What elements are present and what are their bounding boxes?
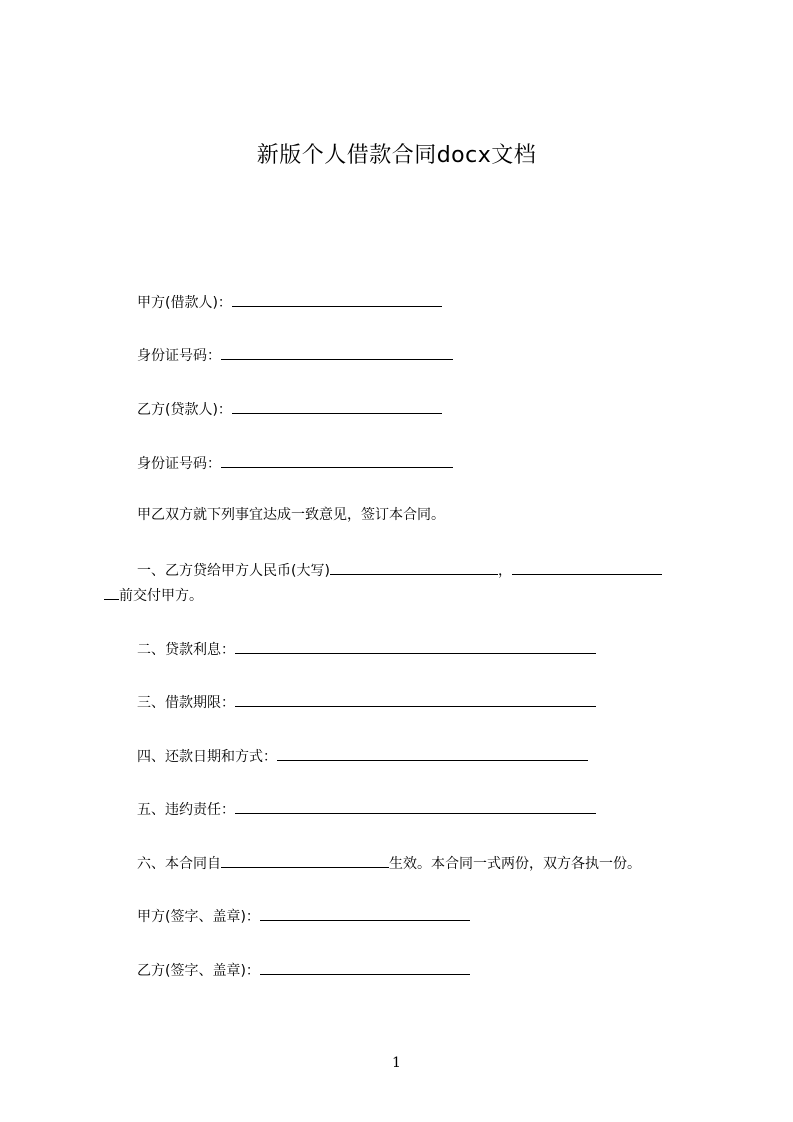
party-b-line [137, 398, 442, 420]
clause-1-text-c: 前交付甲方。 [119, 588, 203, 604]
clause-6-date-blank [221, 852, 389, 868]
party-a-line [137, 291, 442, 313]
sign-a-blank [260, 905, 470, 921]
clause-6-text-b: 生效。本合同一式两份，双方各执一份。 [389, 856, 641, 872]
sign-a-label: 甲方(签字、盖章)： [137, 909, 260, 925]
party-a-id-blank [221, 344, 453, 360]
clause-4-line [137, 745, 588, 767]
clause-1-cont-blank [104, 584, 119, 600]
party-b-id-line [137, 452, 453, 474]
page-number: 1 [392, 1055, 401, 1071]
clause-1-text-a: 一、乙方贷给甲方人民币(大写) [137, 563, 330, 579]
party-a-blank [232, 291, 442, 307]
clause-4-blank [277, 745, 588, 761]
clause-6-line [137, 852, 641, 874]
sign-a-line [137, 905, 470, 927]
clause-2-label: 二、贷款利息： [137, 642, 235, 658]
clause-1-cont-line [104, 584, 203, 606]
clause-5-blank [235, 798, 596, 814]
clause-2-blank [235, 638, 596, 654]
party-b-id-label: 身份证号码： [137, 456, 221, 472]
party-b-blank [232, 398, 442, 414]
sign-b-label: 乙方(签字、盖章)： [137, 963, 260, 979]
clause-2-line [137, 638, 596, 660]
document-title: 新版个人借款合同docx文档 [256, 143, 537, 168]
party-a-id-label: 身份证号码： [137, 348, 221, 364]
clause-1-amount-blank [330, 559, 498, 575]
clause-3-label: 三、借款期限： [137, 695, 235, 711]
clause-5-line [137, 798, 596, 820]
sign-b-blank [260, 959, 470, 975]
clause-1-text-b: ， [497, 563, 512, 579]
sign-b-line [137, 959, 470, 981]
party-b-id-blank [221, 452, 453, 468]
clause-4-label: 四、还款日期和方式： [137, 749, 277, 765]
party-a-id-line [137, 344, 453, 366]
clause-5-label: 五、违约责任： [137, 802, 235, 818]
clause-1-line [137, 559, 662, 581]
clause-3-blank [235, 691, 596, 707]
party-a-label: 甲方(借款人)： [137, 295, 232, 311]
party-b-label: 乙方(贷款人)： [137, 402, 232, 418]
clause-3-line [137, 691, 596, 713]
intro-line [137, 505, 445, 525]
clause-1-date-blank [512, 559, 662, 575]
clause-6-text-a: 六、本合同自 [137, 856, 221, 872]
intro-text: 甲乙双方就下列事宜达成一致意见，签订本合同。 [137, 507, 445, 523]
